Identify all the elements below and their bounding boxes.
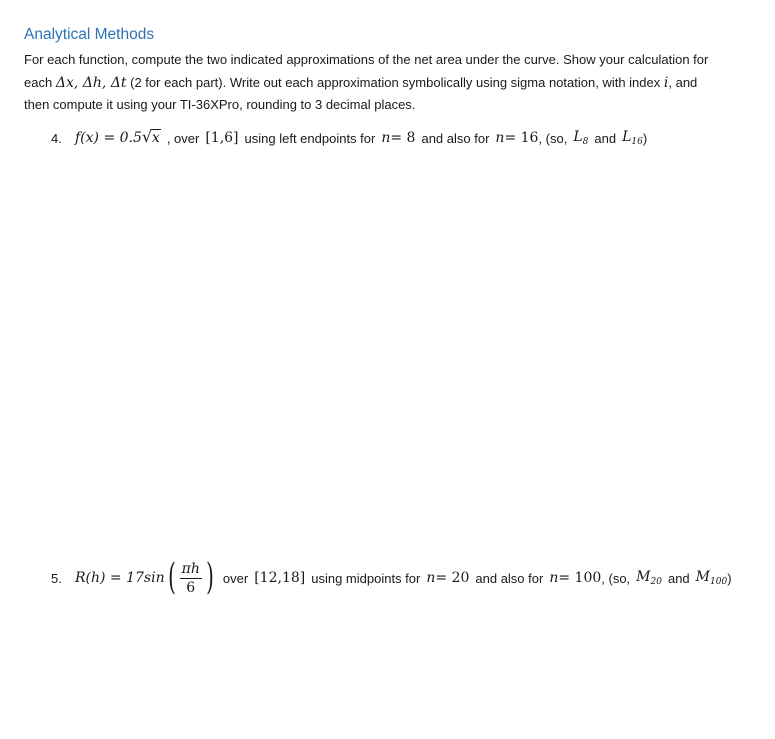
fraction-denominator: 6 [186, 579, 196, 596]
radicand: x [151, 130, 160, 146]
over-text: , over [166, 130, 200, 146]
function-lhs: R(h) = 17sin [75, 570, 165, 586]
close-paren: ) [642, 130, 648, 146]
function-definition [75, 557, 217, 598]
so-text: , (so, [538, 130, 568, 146]
instructions-text: (2 for each part). Write out each approximation symbolically using sigma notation, with index [130, 74, 661, 90]
approx-subscript: 20 [650, 577, 662, 587]
and-text: and [594, 130, 617, 146]
approximation-1 [636, 569, 662, 587]
fraction [180, 560, 202, 597]
instructions [24, 49, 759, 117]
and-text: and [667, 570, 690, 586]
n-variable: n [381, 130, 391, 146]
left-paren: ( [167, 557, 176, 598]
instructions-line-1: For each function, compute the two indicated approximations of the net area under the curve. Show your calculation for [24, 52, 709, 67]
approx-letter: M [636, 569, 651, 585]
method-text: using midpoints for [311, 570, 421, 586]
approx-subscript: 8 [582, 137, 589, 147]
instructions-text: , and [668, 74, 698, 90]
also-text: and also for [475, 570, 544, 586]
n-value-2: = 16 [504, 130, 539, 146]
n-variable: n [426, 570, 436, 586]
interval: [12,18] [254, 570, 306, 586]
approx-letter: L [573, 129, 583, 145]
interval: [1,6] [205, 130, 239, 146]
approx-letter: M [695, 569, 711, 585]
n-value-2: = 100 [558, 570, 602, 586]
approximation-1 [573, 129, 588, 147]
n-value-1: = 8 [390, 130, 416, 146]
square-root: √ x [141, 127, 160, 146]
problem-5 [51, 552, 732, 604]
method-text: using left endpoints for [244, 130, 376, 146]
approx-subscript: 100 [710, 577, 728, 587]
instructions-text: each [24, 74, 53, 90]
fraction-numerator: πh [181, 560, 200, 577]
approximation-2 [622, 129, 643, 147]
instructions-line-2 [24, 72, 759, 95]
close-paren: ) [727, 570, 732, 586]
function-definition [75, 127, 161, 146]
n-variable: n [549, 570, 559, 586]
approx-letter: L [622, 129, 632, 145]
problem-number: 4. [51, 130, 62, 146]
index-variable: i [663, 74, 669, 91]
section-heading: Analytical Methods [24, 26, 155, 43]
problem-4 [51, 126, 647, 150]
so-text: , (so, [601, 570, 631, 586]
approximation-2 [696, 569, 728, 587]
instructions-line-3: then compute it using your TI-36XPro, rounding to 3 decimal places. [24, 97, 416, 112]
n-variable: n [495, 130, 505, 146]
right-paren: ) [206, 557, 214, 598]
problem-number: 5. [51, 570, 62, 586]
delta-notation: Δx, Δh, Δt [55, 74, 127, 91]
also-text: and also for [421, 130, 490, 146]
function-lhs: f(x) = 0.5 [75, 130, 142, 146]
approx-subscript: 16 [631, 137, 643, 147]
over-text: over [222, 570, 249, 586]
n-value-1: = 20 [435, 570, 470, 586]
